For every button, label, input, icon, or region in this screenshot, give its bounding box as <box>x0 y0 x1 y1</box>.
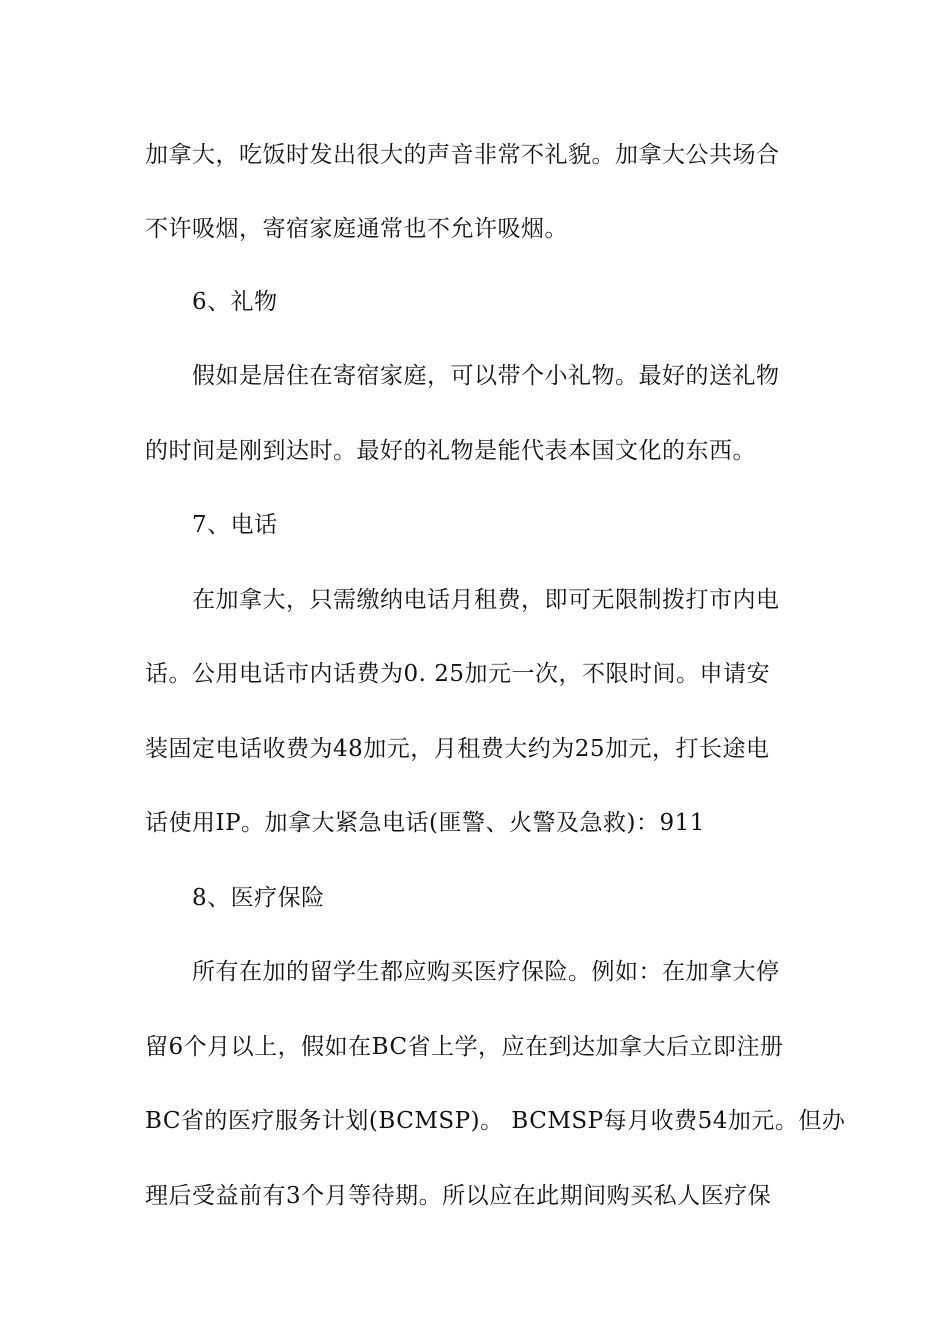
body-text-line: 在加拿大，只需缴纳电话月租费，即可无限制拨打市内电 <box>192 587 780 613</box>
section-heading-phone: 7、电话 <box>192 512 278 538</box>
body-text-line: 不许吸烟，寄宿家庭通常也不允许吸烟。 <box>145 216 568 242</box>
body-text-line: 留6个月以上，假如在BC省上学，应在到达加拿大后立即注册 <box>145 1034 784 1060</box>
body-text-line: 加拿大，吃饭时发出很大的声音非常不礼貌。加拿大公共场合 <box>145 142 780 168</box>
body-text-line: BC省的医疗服务计划(BCMSP)。 BCMSP每月收费54加元。但办 <box>145 1108 846 1134</box>
body-text-line: 理后受益前有3个月等待期。所以应在此期间购买私人医疗保 <box>145 1183 772 1209</box>
body-text-line: 的时间是刚到达时。最好的礼物是能代表本国文化的东西。 <box>145 438 756 464</box>
body-text-line: 话使用IP。加拿大紧急电话(匪警、火警及急救)：911 <box>145 810 705 836</box>
body-text-line: 所有在加的留学生都应购买医疗保险。例如：在加拿大停 <box>192 959 780 985</box>
section-heading-medical-insurance: 8、医疗保险 <box>192 885 325 911</box>
body-text-line: 假如是居住在寄宿家庭，可以带个小礼物。最好的送礼物 <box>192 363 780 389</box>
body-text-line: 话。公用电话市内话费为0. 25加元一次，不限时间。申请安 <box>145 661 771 687</box>
section-heading-gifts: 6、礼物 <box>192 289 278 315</box>
body-text-line: 装固定电话收费为48加元，月租费大约为25加元，打长途电 <box>145 736 770 762</box>
